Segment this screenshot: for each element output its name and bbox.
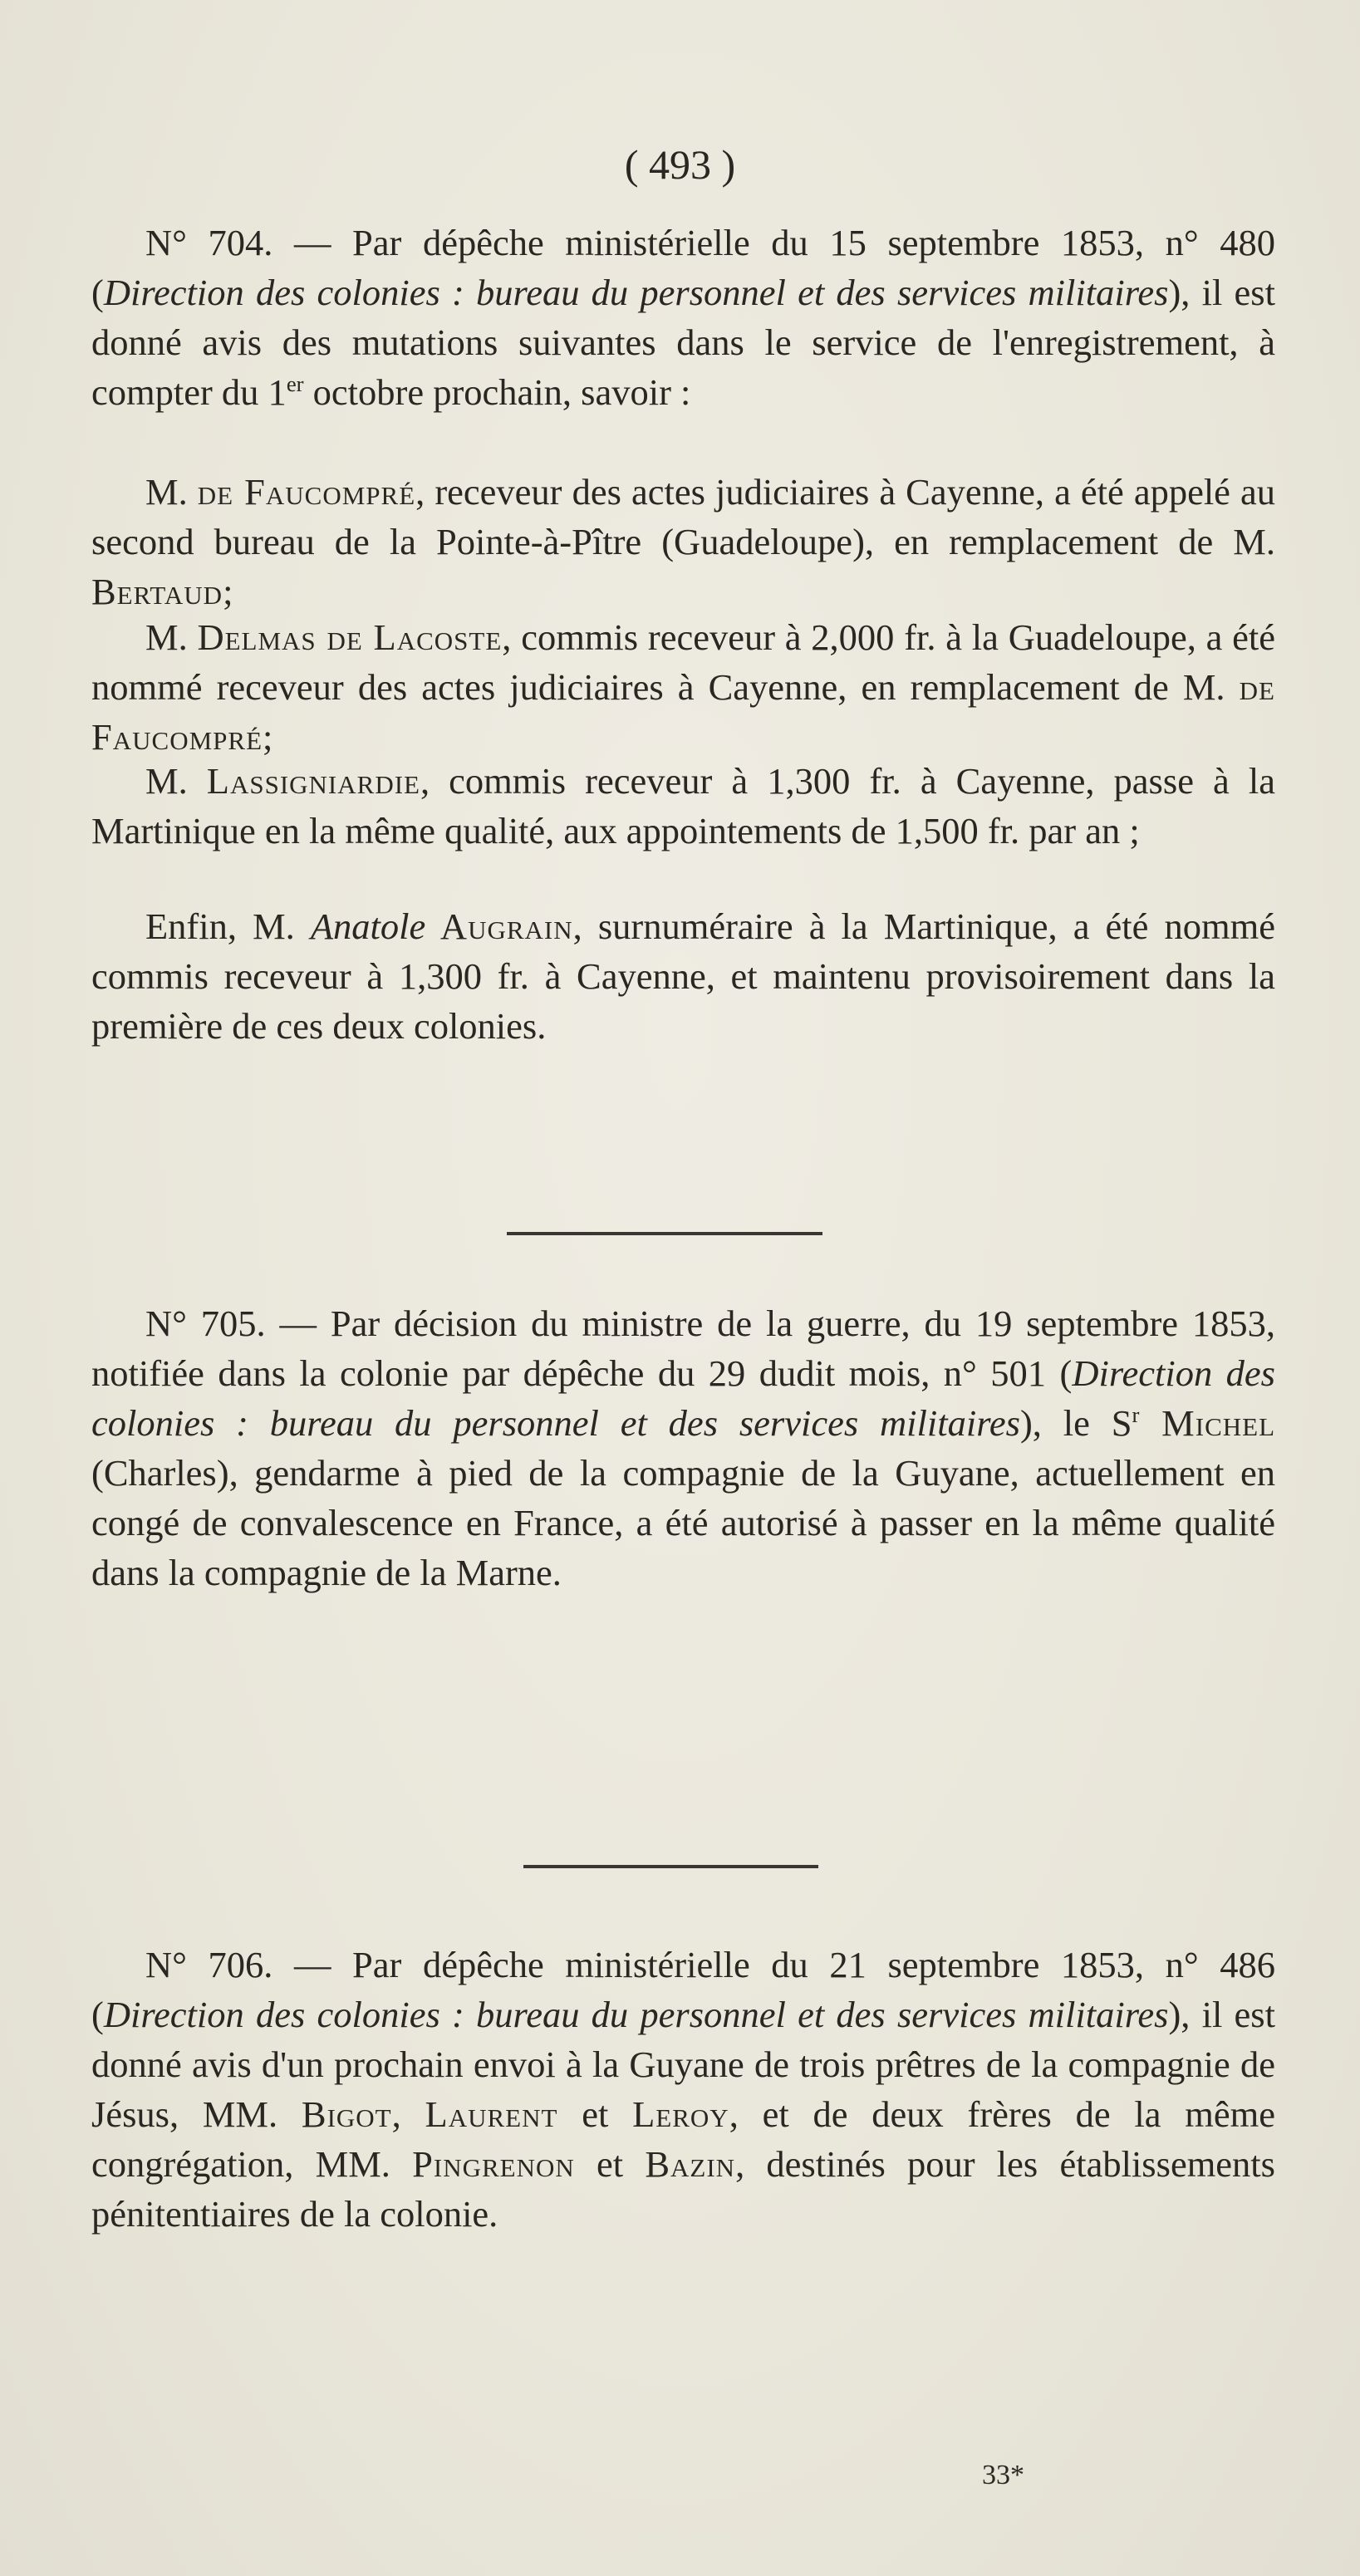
entry-704-paragraph-3: M. Lassigniardie, commis receveur à 1,300 fr. à Cayenne, passe à la Martinique en la même qualité, aux appointements de 1,500 fr. par an ;: [91, 760, 1275, 851]
section-divider: [523, 1865, 818, 1868]
page-number: ( 493 ): [624, 141, 736, 188]
person-name: Pingrenon: [412, 2143, 575, 2185]
section-divider: [507, 1232, 822, 1235]
person-name: Bazin: [645, 2143, 736, 2185]
entry-number: N° 706.: [145, 1944, 273, 1985]
signature-mark: 33*: [982, 2460, 1024, 2490]
entry-704-intro: N° 704. — Par dépêche ministérielle du 15 septembre 1853, n° 480 (Direction des colonies : bureau du personnel et des services militaires), il est donné avis des mutations suivantes dans le service de l'enregistrement, à compter du 1er octobre prochain, savoir :: [91, 222, 1275, 413]
person-name: Laurent: [425, 2093, 558, 2135]
entry-704-paragraph-1: M. de Faucompré, receveur des actes judiciaires à Cayenne, a été appelé au second bureau de la Pointe-à-Pître (Guadeloupe), en remplacement de M. Bertaud;: [91, 471, 1275, 612]
person-name: Michel: [1139, 1402, 1276, 1444]
person-name: de Faucompré: [197, 471, 416, 513]
entry-704: [91, 218, 1275, 417]
person-name: de Faucompré: [91, 666, 1275, 758]
person-name: Augrain: [425, 905, 573, 947]
entry-704-paragraph-4: Enfin, M. Anatole Augrain, surnuméraire à la Martinique, a été nommé commis receveur à 1,300 fr. à Cayenne, et maintenu provisoirement dans la première de ces deux colonies.: [91, 905, 1275, 1047]
entry-number: N° 704.: [145, 222, 273, 263]
entry-706: N° 706. — Par dépêche ministérielle du 21 septembre 1853, n° 486 (Direction des colonies : bureau du personnel et des services militaires), il est donné avis d'un prochain envoi à la Guyane de trois prêtres de la compagnie de Jésus, MM. Bigot, Laurent et Leroy, et de deux frères de la même congrégation, MM. Pingrenon et Bazin, destinés pour les établissements pénitentiaires de la colonie.: [91, 1944, 1275, 2235]
person-name: Leroy: [632, 2093, 729, 2135]
entry-705: N° 705. — Par décision du ministre de la guerre, du 19 septembre 1853, notifiée dans la colonie par dépêche du 29 dudit mois, n° 501 (Direction des colonies : bureau du personnel et des services militaires), le $S^r$ Michel (Charles), gendarme à pied de la compagnie de la Guyane, actuellement en congé de convalescence en France, a été autorisé à passer en la même qualité dans la compagnie de la Marne.: [91, 1303, 1276, 1593]
entry-704-paragraph-2: M. Delmas de Lacoste, commis receveur à 2,000 fr. à la Guadeloupe, a été nommé receveur des actes judiciaires à Cayenne, en remplacement de M. de Faucompré;: [91, 616, 1275, 758]
person-name: Bigot: [301, 2093, 392, 2135]
person-name: Bertaud: [91, 571, 223, 612]
person-name: Delmas de Lacoste: [197, 616, 503, 658]
person-name: Lassigniardie: [206, 760, 420, 802]
entry-number: N° 705.: [145, 1303, 266, 1344]
